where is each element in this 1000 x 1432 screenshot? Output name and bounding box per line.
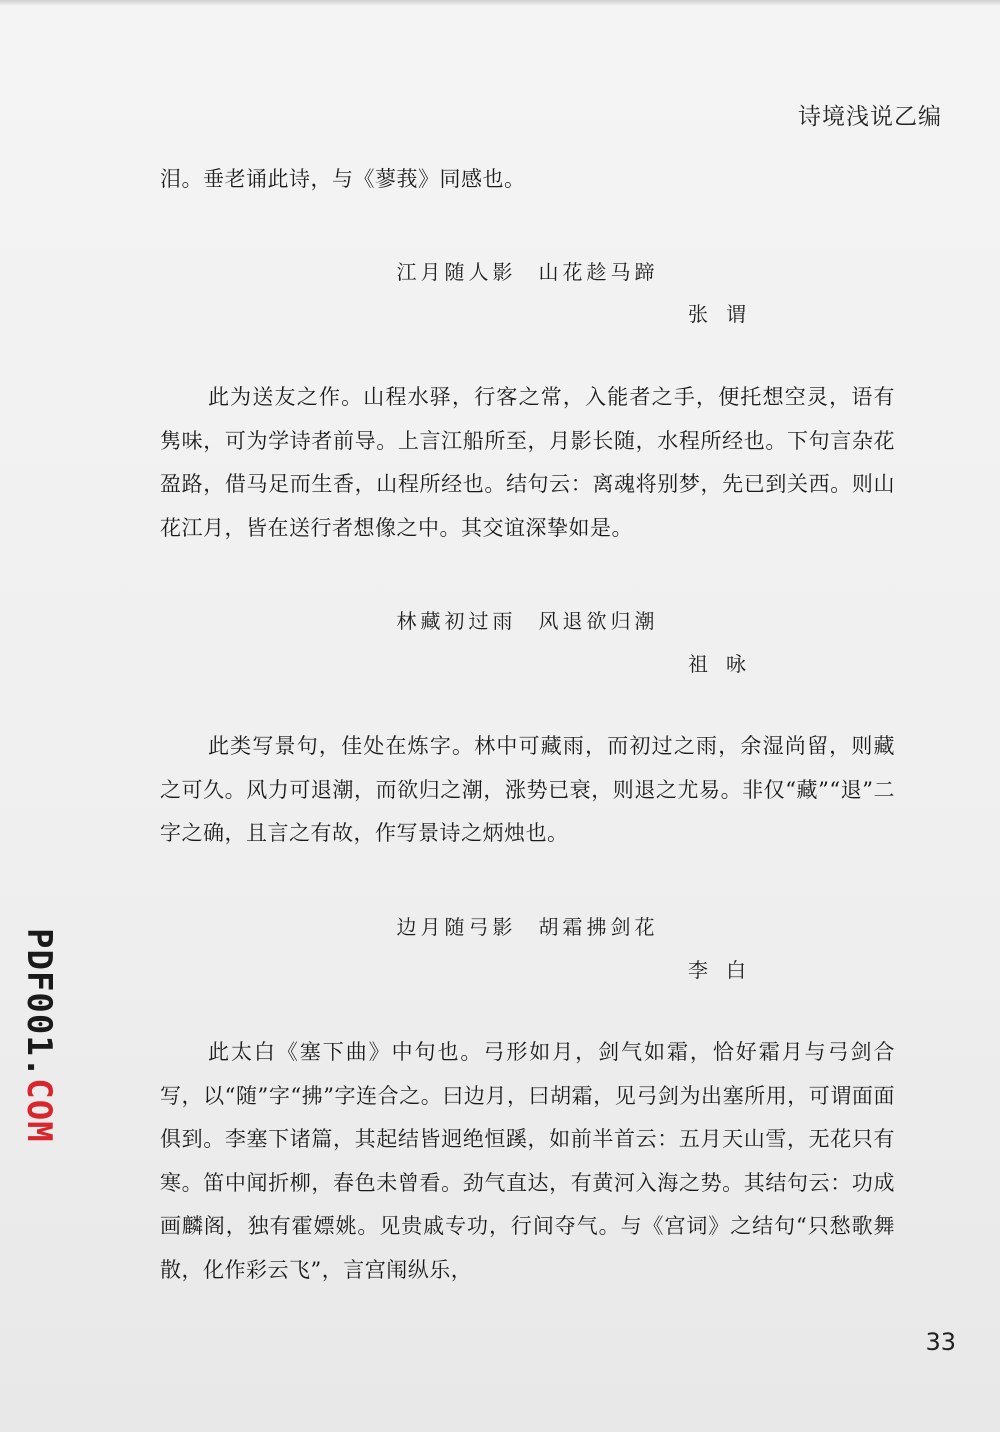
- poem-line-title-3: [160, 911, 895, 940]
- site-watermark: [19, 928, 86, 1178]
- poem-line-first-half: 林藏初过雨: [396, 609, 517, 633]
- poem-line-second-half: 胡霜拂剑花: [538, 915, 659, 939]
- commentary-paragraph-3: 此太白《塞下曲》中句也。弓形如月，剑气如霜，恰好霜月与弓剑合写，以“随”字“拂”字连合之。曰边月，曰胡霜，见弓剑为出塞所用，可谓面面俱到。李塞下诸篇，其起结皆迥绝恒蹊，如前半首云：五月天山雪，无花只有寒。笛中闻折柳，春色未曾看。劲气直达，有黄河入海之势。其结句云：功成画麟阁，独有霍嫖姚。见贵戚专功，行间夺气。与《宫词》之结句“只愁歌舞散，化作彩云飞”，言宫闱纵乐，: [160, 1040, 895, 1282]
- poem-line-first-half: 边月随弓影: [396, 915, 517, 939]
- page-number: 33: [925, 1328, 956, 1356]
- svg-text:PDF001.COM: [19, 928, 59, 1143]
- continued-paragraph: 泪。垂老诵此诗，与《蓼莪》同感也。: [160, 167, 526, 191]
- watermark-text-dark: PDF001.: [19, 928, 60, 1079]
- commentary-paragraph-1: 此为送友之作。山程水驿，行客之常，入能者之手，便托想空灵，语有隽味，可为学诗者前导。上言江船所至，月影长随，水程所经也。下句言杂花盈路，借马足而生香，山程所经也。结句云：离魂将别梦，先已到关西。则山花江月，皆在送行者想像之中。其交谊深挚如是。: [160, 385, 895, 540]
- poem-line-second-half: 山花趁马蹄: [538, 260, 659, 284]
- poet-name-2: 祖咏: [688, 652, 764, 676]
- poet-name-3: 李白: [688, 958, 764, 982]
- watermark-graphic: [19, 928, 86, 1178]
- poem-line-second-half: 风退欲归潮: [538, 609, 659, 633]
- commentary-paragraph-2: 此类写景句，佳处在炼字。林中可藏雨，而初过之雨，余湿尚留，则藏之可久。风力可退潮，而欲归之潮，涨势已衰，则退之尤易。非仅“藏”“退”二字之确，且言之有故，作写景诗之炳烛也。: [160, 734, 895, 846]
- running-head: 诗境浅说乙编: [798, 104, 942, 130]
- watermark-text-red: COM: [19, 1078, 60, 1143]
- poet-name-1: 张谓: [688, 302, 764, 326]
- poem-line-first-half: 江月随人影: [396, 260, 517, 284]
- scan-edge-shadow: [0, 0, 1000, 6]
- poem-line-title-2: [160, 605, 895, 634]
- poem-line-title-1: [160, 256, 895, 285]
